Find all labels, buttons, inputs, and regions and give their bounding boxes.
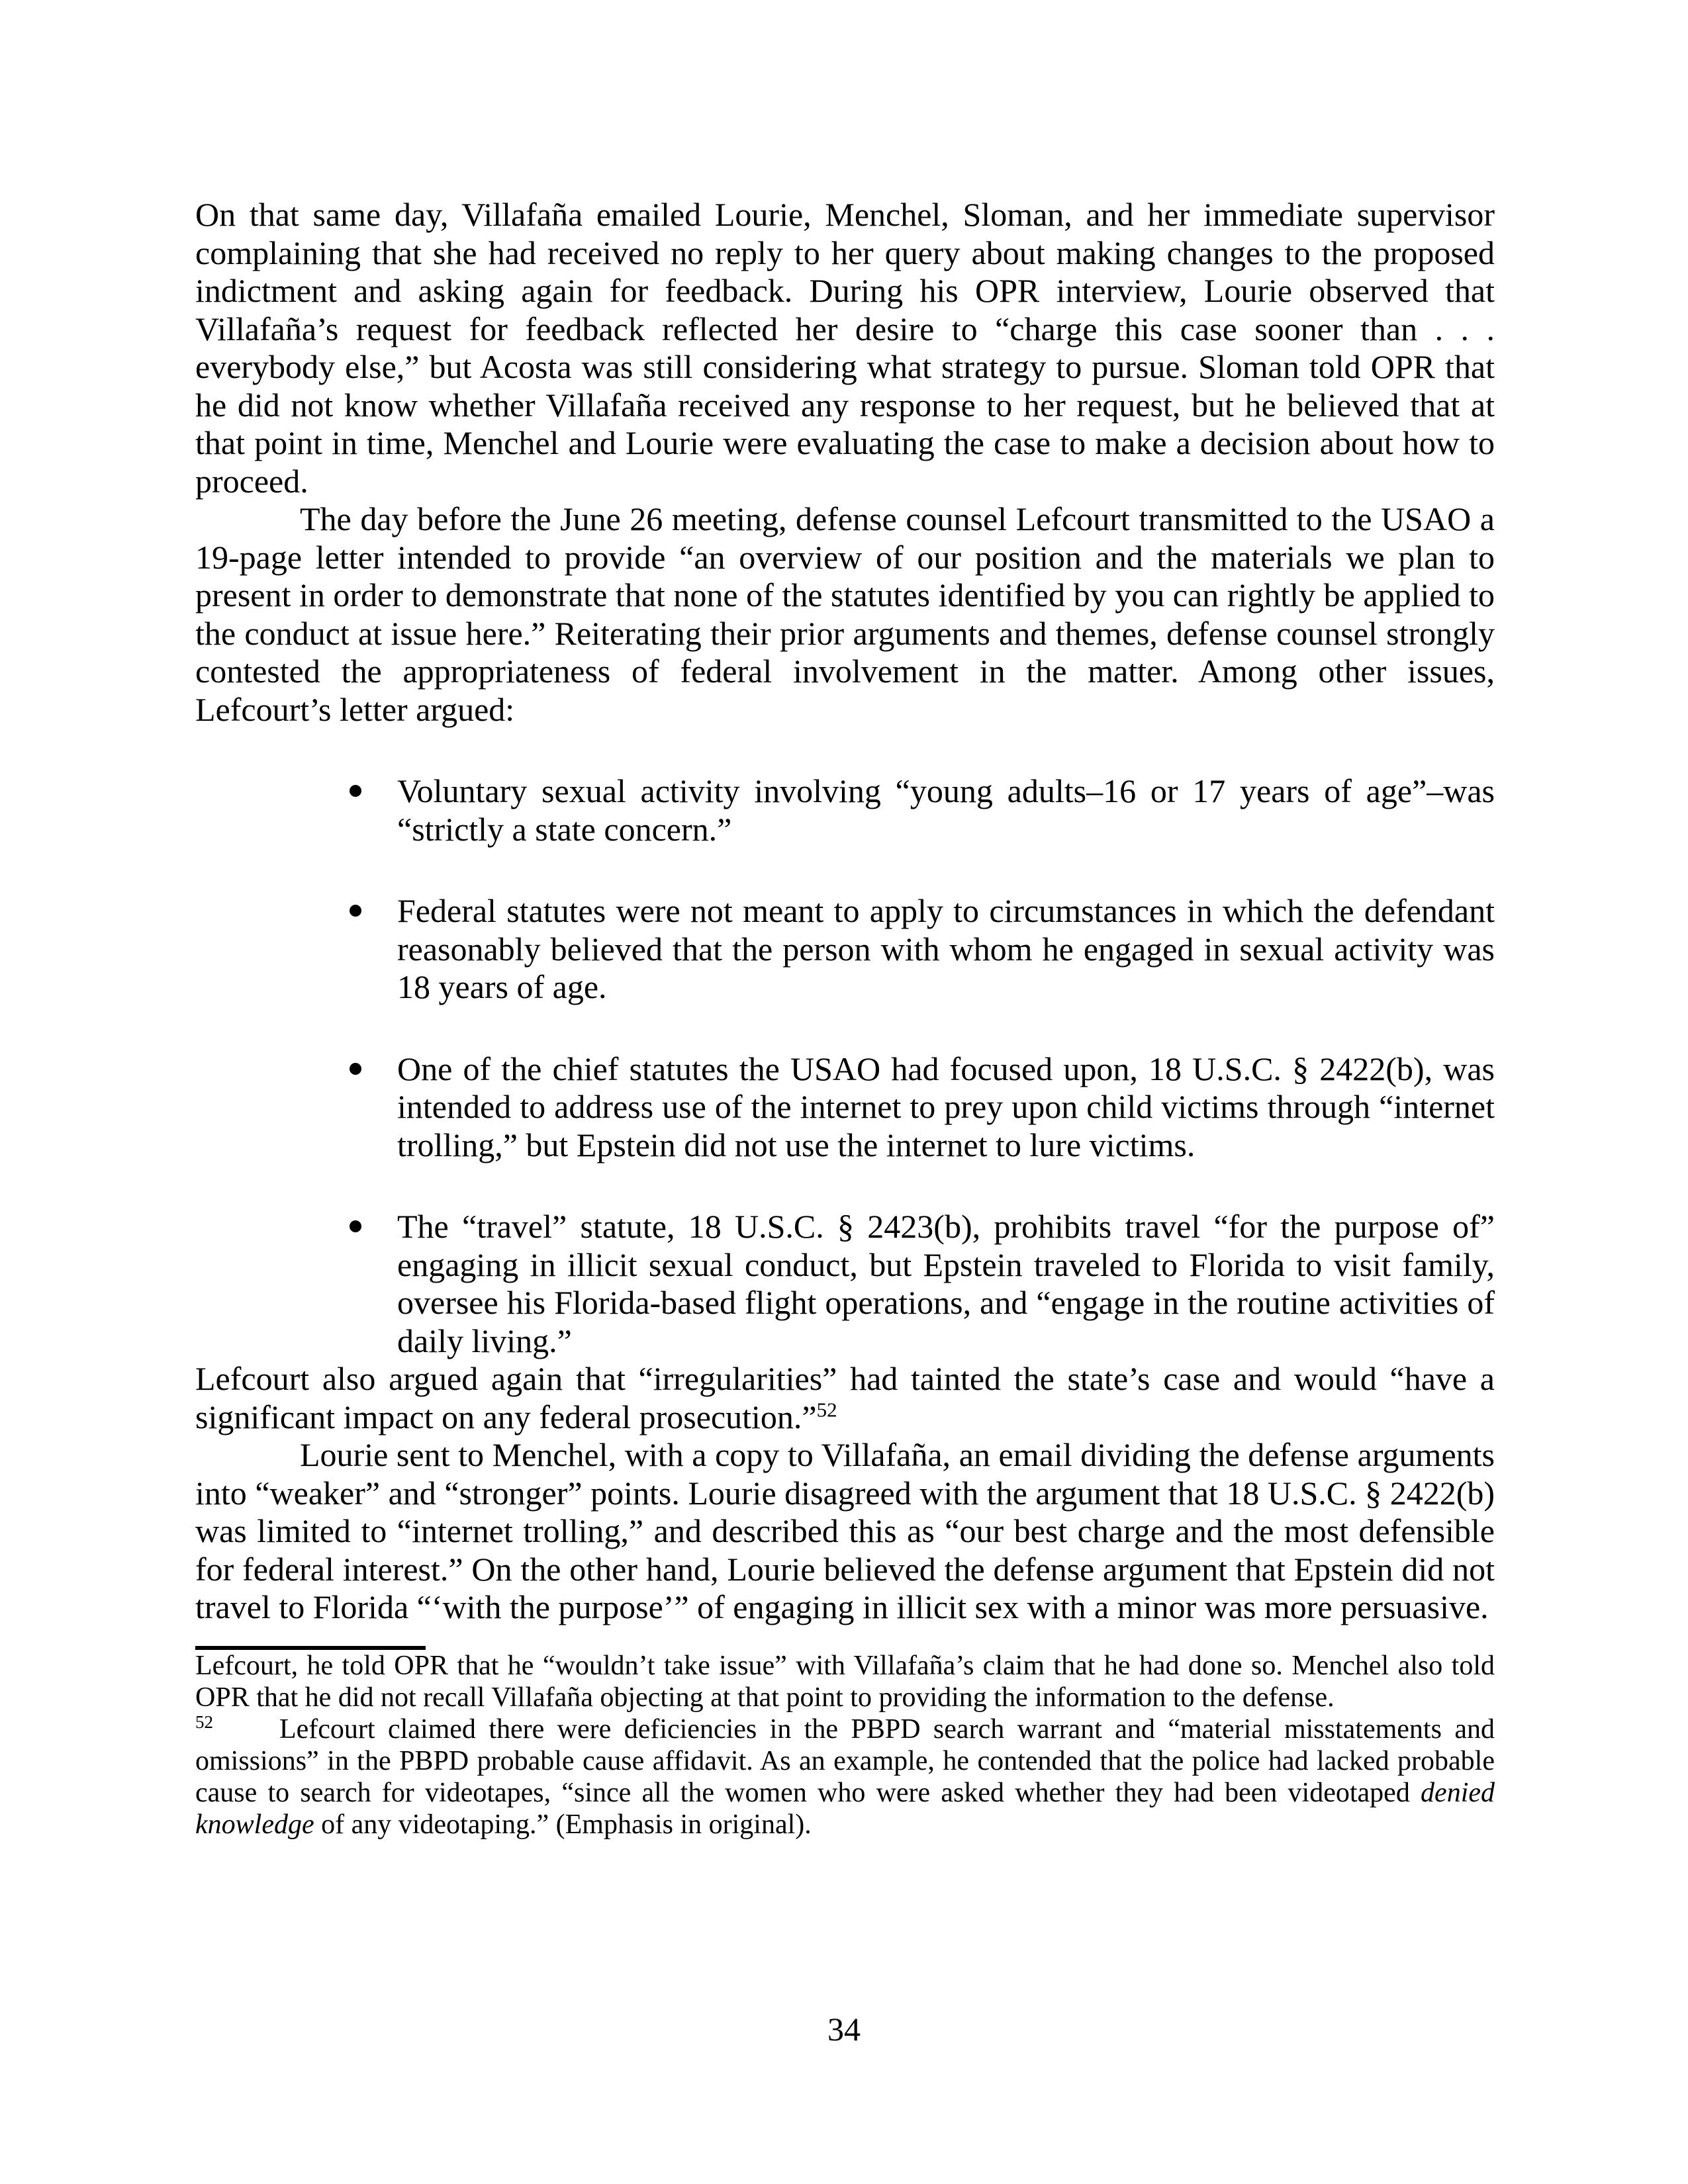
bullet-text: The “travel” statute, 18 U.S.C. § 2423(b), prohibits travel “for the purpose of” engaging in illicit sexual conduct, but Epstein traveled to Florida to visit family, oversee his Florida-based flight operations, and “engage in the routine activities of daily living.” (397, 1208, 1495, 1359)
bullet-icon (350, 1220, 361, 1232)
footnote-52-text-end: of any videotaping.” (Emphasis in original). (314, 1809, 812, 1840)
bullet-text: One of the chief statutes the USAO had focused upon, 18 U.S.C. § 2422(b), was intended to address use of the internet to prey upon child victims through “internet trolling,” but Epstein did not use the internet to lure victims. (397, 1050, 1495, 1163)
footnote-52-marker: 52 (195, 1711, 213, 1732)
footnote-52-emphasis: denied knowledge (195, 1777, 1495, 1840)
bullet-item (195, 1208, 1495, 1360)
bullet-text: Voluntary sexual activity involving “young adults–16 or 17 years of age”–was “strictly a state concern.” (397, 772, 1495, 848)
bullet-list (195, 772, 1495, 1360)
page-body-text (195, 196, 1495, 1841)
bullet-icon (350, 785, 361, 797)
bullet-icon (350, 1063, 361, 1075)
footnote-52-text: Lefcourt claimed there were deficiencies in the PBPD search warrant and “material misstatements and omissions” in the PBPD probable cause affidavit. As an example, he contended that the police had lacked probable cause to search for videotapes, “since all the women who were asked whether they had been videotaped (195, 1713, 1495, 1808)
paragraph-3 (195, 1360, 1495, 1436)
bullet-icon (350, 905, 361, 917)
bullet-item (195, 772, 1495, 848)
paragraph-1: On that same day, Villafaña emailed Lourie, Menchel, Sloman, and her immediate supervisor complaining that she had received no reply to her query about making changes to the proposed indictment and asking again for feedback. During his OPR interview, Lourie observed that Villafaña’s request for feedback reflected her desire to “charge this case sooner than . . . everybody else,” but Acosta was still considering what strategy to pursue. Sloman told OPR that he did not know whether Villafaña received any response to her request, but he believed that at that point in time, Menchel and Lourie were evaluating the case to make a decision about how to proceed. (195, 196, 1495, 500)
footnote-52 (195, 1713, 1495, 1841)
bullet-item (195, 892, 1495, 1007)
paragraph-2: The day before the June 26 meeting, defense counsel Lefcourt transmitted to the USAO a 19-page letter intended to provide “an overview of our position and the materials we plan to present in order to demonstrate that none of the statutes identified by you can rightly be applied to the conduct at issue here.” Reiterating their prior arguments and themes, defense counsel strongly contested the appropriateness of federal involvement in the matter. Among other issues, Lefcourt’s letter argued: (195, 500, 1495, 728)
paragraph-4: Lourie sent to Menchel, with a copy to Villafaña, an email dividing the defense arguments into “weaker” and “stronger” points. Lourie disagreed with the argument that 18 U.S.C. § 2422(b) was limited to “internet trolling,” and described this as “our best charge and the most defensible for federal interest.” On the other hand, Lourie believed the defense argument that Epstein did not travel to Florida “‘with the purpose’” of engaging in illicit sex with a minor was more persuasive. (195, 1436, 1495, 1625)
bullet-text: Federal statutes were not meant to apply to circumstances in which the defendant reasonably believed that the person with whom he engaged in sexual activity was 18 years of age. (397, 892, 1495, 1005)
bullet-item (195, 1050, 1495, 1165)
footnote-reference-52: 52 (816, 1397, 837, 1421)
paragraph-3-text: Lefcourt also argued again that “irregularities” had tainted the state’s case and would “have a significant impact on any federal prosecution.” (195, 1360, 1495, 1435)
footnote-continuation: Lefcourt, he told OPR that he “wouldn’t take issue” with Villafaña’s claim that he had done so. Menchel also told OPR that he did not recall Villafaña objecting at that point to providing the information to the defense. (195, 1650, 1495, 1713)
page-number: 34 (827, 2011, 861, 2048)
